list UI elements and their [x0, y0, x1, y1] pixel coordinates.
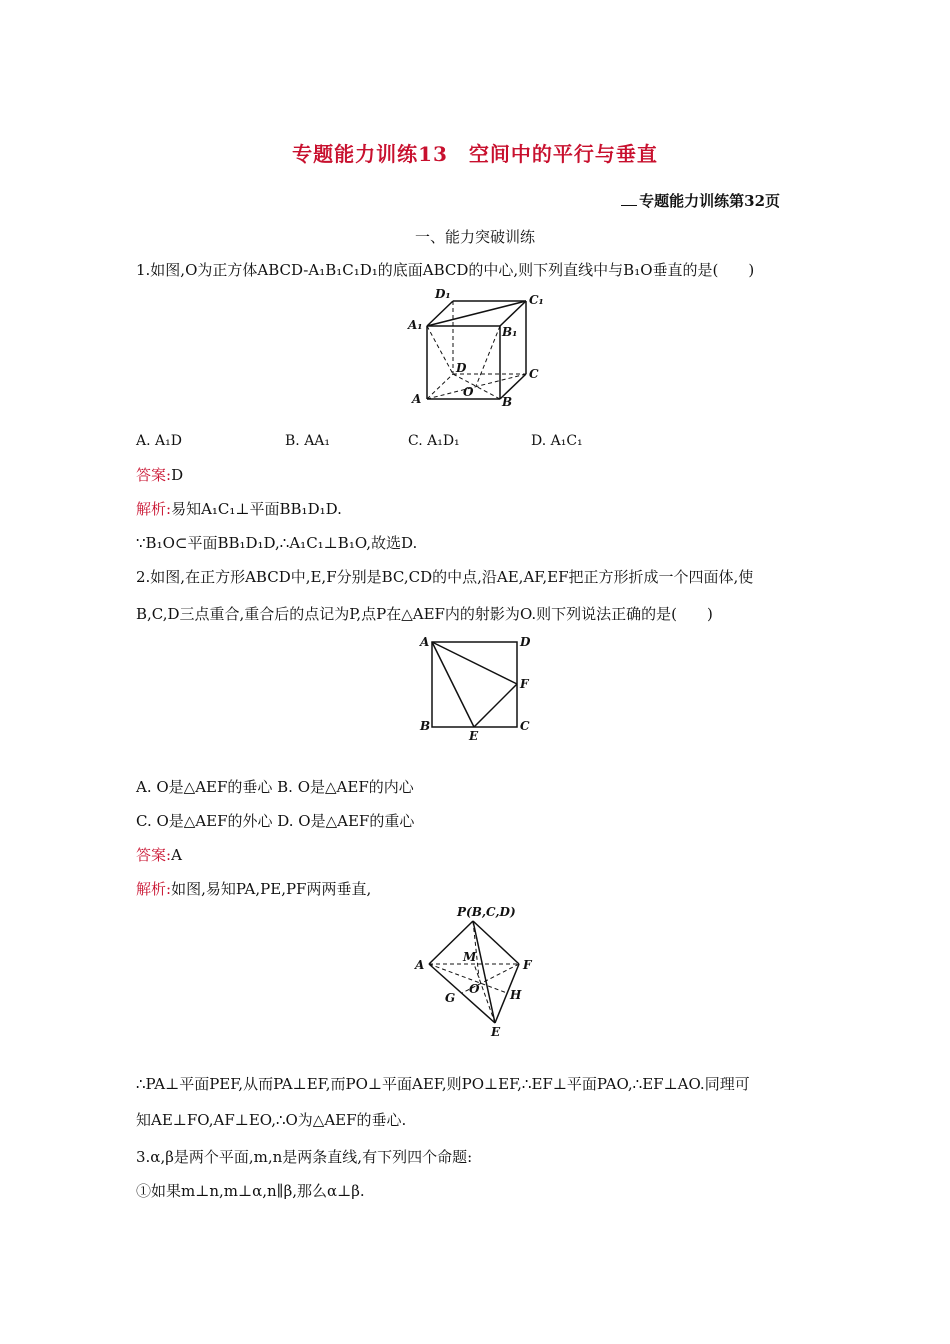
fig3-label-F: F: [523, 958, 532, 972]
fig3-label-O: O: [469, 982, 480, 996]
fig2-label-D: D: [520, 635, 531, 649]
q2-analysis-line2: ∴PA⊥平面PEF,从而PA⊥EF,而PO⊥平面AEF,则PO⊥EF,∴EF⊥平面PAO,∴EF⊥AO.同理可: [136, 1075, 750, 1093]
fig1-label-D1: D₁: [435, 287, 451, 301]
page-title: 专题能力训练13 空间中的平行与垂直: [292, 142, 658, 166]
fig3-label-E: E: [491, 1025, 501, 1039]
q1-option-c: C. A₁D₁: [408, 433, 460, 449]
fig1-label-D: D: [456, 361, 467, 375]
fig1-label-A1: A₁: [408, 318, 423, 332]
q1-stem: 1.如图,O为正方体ABCD-A₁B₁C₁D₁的底面ABCD的中心,则下列直线中与B₁O垂直的是( ): [136, 261, 755, 279]
fig2-label-E: E: [469, 729, 479, 743]
fig2-label-A: A: [420, 635, 430, 649]
fig2-label-B: B: [420, 719, 431, 733]
q3-proposition-1: ①如果m⊥n,m⊥α,n∥β,那么α⊥β.: [136, 1182, 365, 1200]
subtitle-text: 专题能力训练第32页: [639, 192, 780, 210]
fig1-label-A: A: [412, 392, 422, 406]
q2-options-line2: C. O是△AEF的外心 D. O是△AEF的重心: [136, 812, 415, 830]
q2-analysis-line3: 知AE⊥FO,AF⊥EO,∴O为△AEF的垂心.: [136, 1111, 407, 1129]
q3-stem: 3.α,β是两个平面,m,n是两条直线,有下列四个命题:: [136, 1148, 473, 1166]
q1-option-d: D. A₁C₁: [531, 433, 583, 449]
fig1-label-O: O: [463, 385, 474, 399]
q2-analysis: 解析:如图,易知PA,PE,PF两两垂直,: [136, 880, 372, 898]
fig3-label-A: A: [415, 958, 425, 972]
q1-analysis-line2: ∵B₁O⊂平面BB₁D₁D,∴A₁C₁⊥B₁O,故选D.: [136, 534, 418, 552]
fig2-label-F: F: [520, 677, 529, 691]
fig1-label-B1: B₁: [502, 325, 518, 339]
q1-cube-figure: [400, 284, 550, 414]
fig3-label-H: H: [510, 988, 522, 1002]
q2-stem-line1: 2.如图,在正方形ABCD中,E,F分别是BC,CD的中点,沿AE,AF,EF把正方形折成一个四面体,使: [136, 568, 754, 586]
q2-answer: 答案:A: [136, 846, 182, 864]
fig3-label-P: P(B,C,D): [457, 905, 516, 919]
fig3-label-M: M: [463, 950, 477, 964]
q1-option-b: B. AA₁: [285, 433, 331, 449]
q1-analysis: 解析:易知A₁C₁⊥平面BB₁D₁D.: [136, 500, 342, 518]
q1-answer: 答案:D: [136, 466, 184, 484]
q2-tetrahedron-figure: [405, 903, 545, 1043]
subtitle-link[interactable]: [621, 190, 780, 211]
q2-square-figure: [412, 630, 542, 745]
section-heading: 一、能力突破训练: [414, 228, 535, 246]
fig3-label-G: G: [445, 991, 456, 1005]
q2-options-line1: A. O是△AEF的垂心 B. O是△AEF的内心: [136, 778, 414, 796]
fig1-label-B: B: [502, 395, 513, 409]
fig2-label-C: C: [520, 719, 530, 733]
fig1-label-C1: C₁: [529, 293, 544, 307]
q2-stem-line2: B,C,D三点重合,重合后的点记为P,点P在△AEF内的射影为O.则下列说法正确的是( ): [136, 605, 713, 623]
fig1-label-C: C: [529, 367, 539, 381]
q1-option-a: A. A₁D: [136, 433, 182, 449]
